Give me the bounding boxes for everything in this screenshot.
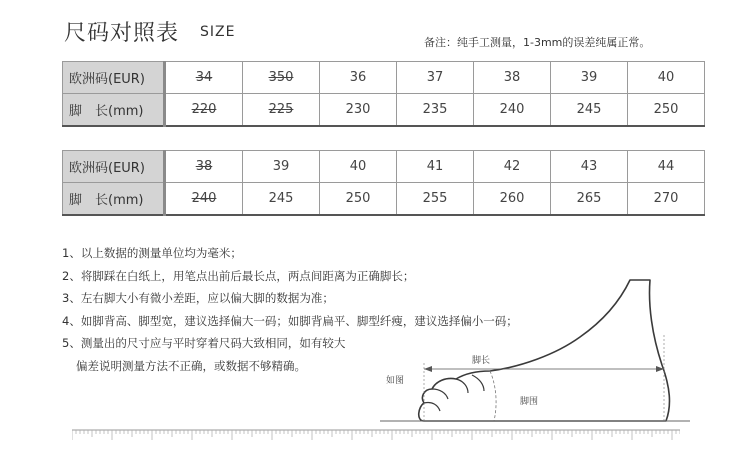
- row-label-eur: 欧洲码(EUR): [63, 62, 165, 94]
- table-cell: 39: [243, 151, 320, 183]
- row-label-foot-length: 脚 长(mm): [63, 183, 165, 216]
- table-cell: 41: [397, 151, 474, 183]
- table-cell: 250: [628, 94, 705, 127]
- table-cell: 350: [243, 62, 320, 94]
- table-cell: 38: [474, 62, 551, 94]
- table-cell: 270: [628, 183, 705, 216]
- instruction-item: 偏差说明测量方法不正确，或数据不够精确。: [76, 358, 306, 373]
- instruction-item: 4、如脚背高、脚型宽，建议选择偏大一码；如脚背扁平、脚型纤瘦，建议选择偏小一码；: [62, 313, 518, 328]
- table-cell: 255: [397, 183, 474, 216]
- table-row-eur: [63, 62, 705, 94]
- page-subtitle: SIZE: [200, 24, 236, 40]
- row-label-foot-length: 脚 长(mm): [63, 94, 165, 127]
- table-cell: 43: [551, 151, 628, 183]
- table-row-mm: [63, 183, 705, 216]
- table-cell: 37: [397, 62, 474, 94]
- table-cell: 245: [551, 94, 628, 127]
- table-cell: 240: [165, 183, 243, 216]
- table-cell: 40: [628, 62, 705, 94]
- table-cell: 240: [474, 94, 551, 127]
- size-table-2: [62, 150, 705, 216]
- table-cell: 225: [243, 94, 320, 127]
- table-cell: 38: [165, 151, 243, 183]
- table-cell: 34: [165, 62, 243, 94]
- instruction-item: 3、左右脚大小有微小差距，应以偏大脚的数据为准；: [62, 291, 334, 305]
- ruler: [72, 428, 680, 444]
- foot-circumference-label: 脚围: [520, 397, 539, 407]
- table-cell: 44: [628, 151, 705, 183]
- foot-length-label: 脚长: [472, 356, 491, 366]
- instruction-item: 1、以上数据的测量单位均为毫米；: [62, 246, 242, 260]
- as-shown-label: 如图: [386, 376, 405, 386]
- table-cell: 39: [551, 62, 628, 94]
- ruler-ticks: [72, 430, 680, 440]
- table-cell: 250: [320, 183, 397, 216]
- instruction-item: 5、测量出的尺寸应与平时穿着尺码大致相同，如有较大: [62, 336, 346, 350]
- size-table-1: [62, 61, 705, 127]
- table-row-mm: [63, 94, 705, 127]
- page-title: 尺码对照表: [64, 21, 180, 46]
- row-label-eur: 欧洲码(EUR): [63, 151, 165, 183]
- table-cell: 42: [474, 151, 551, 183]
- table-cell: 40: [320, 151, 397, 183]
- table-cell: 36: [320, 62, 397, 94]
- table-cell: 230: [320, 94, 397, 127]
- table-cell: 220: [165, 94, 243, 127]
- arrow-left-icon: [424, 366, 432, 372]
- measurement-note: 备注：纯手工测量，1-3mm的误差纯属正常。: [424, 36, 651, 49]
- table-cell: 245: [243, 183, 320, 216]
- foot-diagram: [380, 275, 690, 435]
- table-row-eur: [63, 151, 705, 183]
- table-cell: 265: [551, 183, 628, 216]
- table-cell: 235: [397, 94, 474, 127]
- table-cell: 260: [474, 183, 551, 216]
- foot-outline: [419, 280, 670, 421]
- instruction-item: 2、将脚踩在白纸上，用笔点出前后最长点，两点间距离为正确脚长；: [62, 268, 415, 283]
